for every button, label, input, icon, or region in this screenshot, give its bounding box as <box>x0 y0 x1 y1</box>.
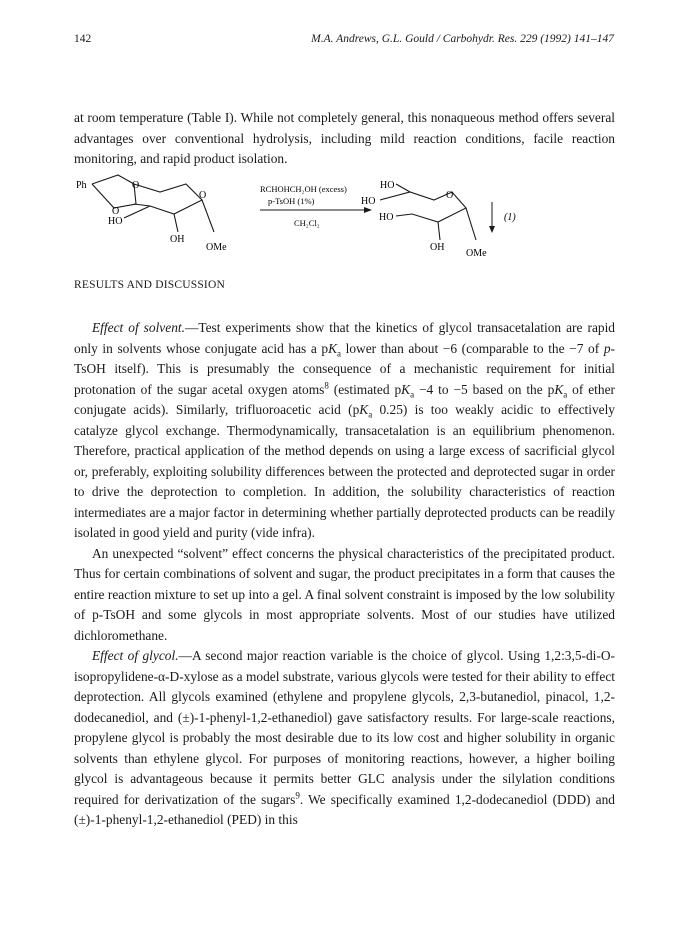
running-head: M.A. Andrews, G.L. Gould / Carbohydr. Res. 229 (1992) 141–147 <box>311 33 614 45</box>
product-ome-label: OMe <box>466 248 487 259</box>
reactant-ho-label: HO <box>108 216 123 227</box>
paragraph-solvent-effect: An unexpected “solvent” effect concerns the physical characteristics of the precipitated product. Thus for certain combinations of solvent and sugar, the product precipitates in a form that causes the entire reaction mixture to set up into a gel. A final solvent constraint is imposed by the low solubility of p-TsOH and some glycols in most appropriate solvents. Most of our studies have utilized dichloromethane. <box>74 545 615 643</box>
equation-number: (1) <box>504 212 516 223</box>
reactant-oh-label: OH <box>170 234 185 245</box>
page-number: 142 <box>74 33 92 45</box>
reactant-ome-label: OMe <box>206 242 227 253</box>
body-text <box>74 318 615 831</box>
reactant-o-label-pyranose: O <box>199 190 207 201</box>
section-heading: RESULTS AND DISCUSSION <box>74 279 225 291</box>
reactant-o-label-top: O <box>132 180 140 191</box>
reaction-scheme <box>74 170 615 270</box>
product-ho-label-low: HO <box>379 212 394 223</box>
product-structure <box>380 184 476 240</box>
product-ho-label-top: HO <box>380 180 395 191</box>
condition-solvent: CH₂Cl₂ <box>294 218 320 228</box>
paragraph-glycol: Effect of glycol.—A second major reaction variable is the choice of glycol. Using 1,2:3,5-di-O-isopropylidene-α-D-xylose as a model substrate, various glycols were tested for their ability to effect deprotection. All glycols examined (ethylene and propylene glycols, 2,3-butanediol, pinacol, 1,2-dodecanediol, and (±)-1-phenyl-1,2-ethanediol) gave satisfactory results. For large-scale reactions, propylene glycol is probably the most desirable due to its low cost and higher solubility in organic solvents than ethylene glycol. For purposes of monitoring reactions, however, a higher boiling glycol is advantageous because it permits better GLC analysis under the silylation conditions required for derivatization of the sugars$^9$. We specifically examined 1,2-dodecanediol (DDD) and (±)-1-phenyl-1,2-ethanediol (PED) in this <box>74 648 615 827</box>
reactant-ph-label: Ph <box>76 180 87 191</box>
condition-catalyst: p-TsOH (1%) <box>268 196 315 206</box>
arrow-head <box>364 207 372 213</box>
condition-reagent: RCHOHCH₂OH (excess) <box>260 184 347 194</box>
intro-paragraph: at room temperature (Table I). While not completely general, this nonaqueous method offers several advantages over conventional hydrolysis, including mild reaction conditions, facile reaction monitoring, and rapid product isolation. <box>74 110 615 166</box>
product-o-label: O <box>446 190 454 201</box>
precipitate-arrow-head <box>489 226 495 233</box>
paragraph-solvent: Effect of solvent.—Test experiments show that the kinetics of glycol transacetalation are rapid only in solvents whose conjugate acid has a $pK_a$ lower than about −6 (comparable to the −7 of p-TsOH itself). This is presumably the consequence of a mechanistic requirement for initial protonation of the sugar acetal oxygen atoms$^8$ (estimated $pK_a -4$ to −5 based on the $pK_a$ of ether conjugate acids). Similarly, trifluoroacetic acid ($pK_a$ 0.25) is too weakly acidic to effectively catalyze glycol exchange. Thermodynamically, transacetalation is an equilibrium phenomenon. Therefore, practical application of the method depends on using a large excess of sacrificial glycol or, preferably, exploiting solubility differences between the protected and deprotected sugar in order to drive the deprotection to completion. In addition, the solubility characteristics of reaction intermediates are a major factor in determining whether partially deprotected products can be readily isolated in good yield and purity (vide infra). <box>74 320 616 540</box>
product-oh-label: OH <box>430 242 445 253</box>
reactant-o-label-left: O <box>112 206 120 217</box>
product-ho-label-mid: HO <box>361 196 376 207</box>
